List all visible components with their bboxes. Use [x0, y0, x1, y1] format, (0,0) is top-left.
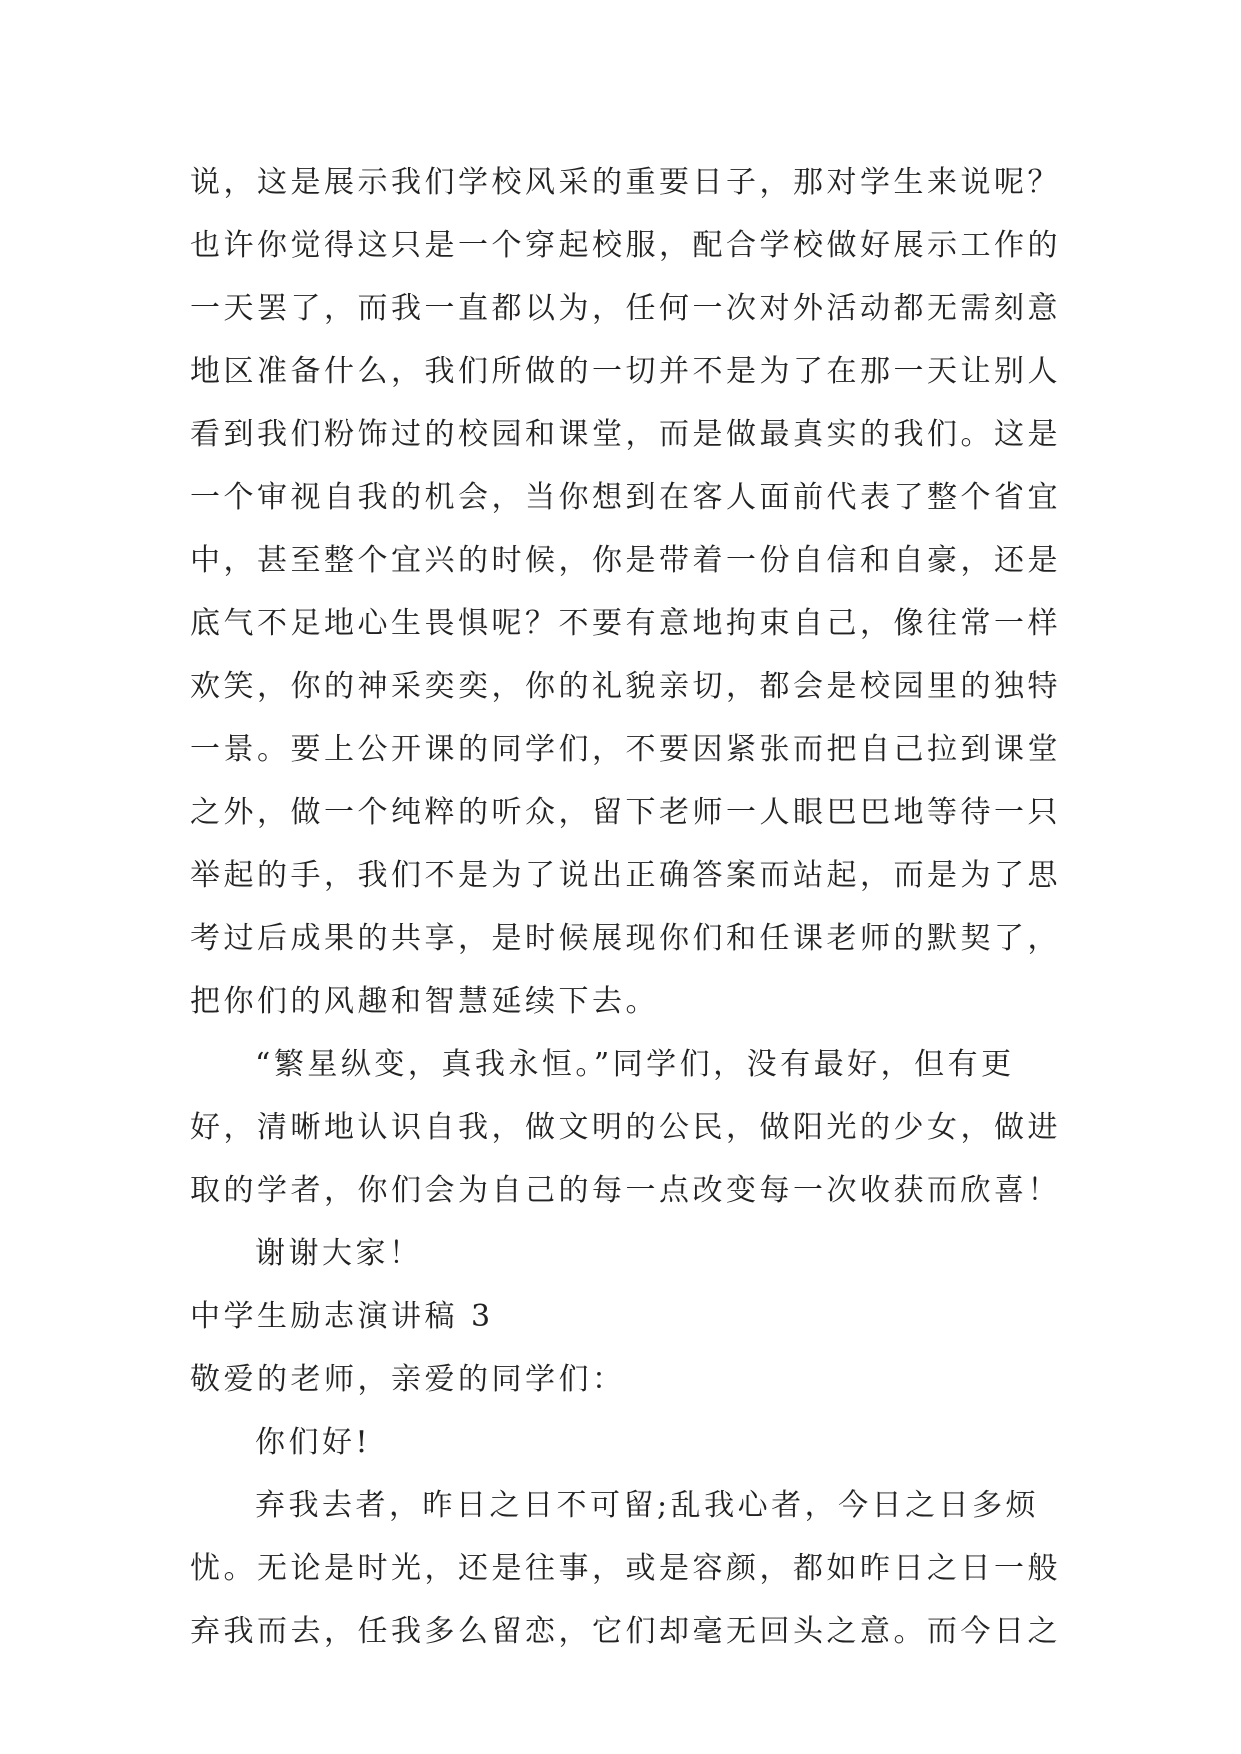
text-line: 底气不足地心生畏惧呢？不要有意地拘束自己，像往常一样 — [190, 606, 1061, 641]
text-line: 看到我们粉饰过的校园和课堂，而是做最真实的我们。这是 — [190, 417, 1061, 452]
text-line: 一天罢了，而我一直都以为，任何一次对外活动都无需刻意 — [190, 291, 1061, 326]
text-line: 之外，做一个纯粹的听众，留下老师一人眼巴巴地等待一只 — [190, 795, 1061, 830]
text-line: 举起的手，我们不是为了说出正确答案而站起，而是为了思 — [190, 858, 1061, 893]
text-line: 考过后成果的共享，是时候展现你们和任课老师的默契了， — [190, 921, 1061, 956]
text-line: “繁星纵变，真我永恒。”同学们，没有最好，但有更 — [255, 1047, 1015, 1082]
text-line: 地区准备什么，我们所做的一切并不是为了在那一天让别人 — [190, 354, 1061, 389]
text-line: 弃我去者，昨日之日不可留;乱我心者，今日之日多烦 — [255, 1488, 1040, 1523]
text-line: 欢笑，你的神采奕奕，你的礼貌亲切，都会是校园里的独特 — [190, 669, 1061, 704]
text-line: 一景。要上公开课的同学们，不要因紧张而把自己拉到课堂 — [190, 732, 1061, 767]
section-heading: 中学生励志演讲稿 3 — [190, 1299, 494, 1334]
text-line: 也许你觉得这只是一个穿起校服，配合学校做好展示工作的 — [190, 228, 1061, 263]
text-line: 忧。无论是时光，还是往事，或是容颜，都如昨日之日一般 — [190, 1551, 1061, 1586]
text-line: 中，甚至整个宜兴的时候，你是带着一份自信和自豪，还是 — [190, 543, 1061, 578]
greeting: 你们好! — [255, 1425, 372, 1460]
text-line: 谢谢大家！ — [255, 1236, 423, 1271]
text-line: 一个审视自我的机会，当你想到在客人面前代表了整个省宜 — [190, 480, 1061, 515]
text-line: 弃我而去，任我多么留恋，它们却毫无回头之意。而今日之 — [190, 1614, 1061, 1649]
text-line: 说，这是展示我们学校风采的重要日子，那对学生来说呢？ — [190, 165, 1061, 200]
text-line: 取的学者，你们会为自己的每一点改变每一次收获而欣喜！ — [190, 1173, 1061, 1208]
salutation: 敬爱的老师，亲爱的同学们： — [190, 1362, 626, 1397]
text-line: 把你们的风趣和智慧延续下去。 — [190, 984, 659, 1019]
text-line: 好，清晰地认识自我，做文明的公民，做阳光的少女，做进 — [190, 1110, 1061, 1145]
